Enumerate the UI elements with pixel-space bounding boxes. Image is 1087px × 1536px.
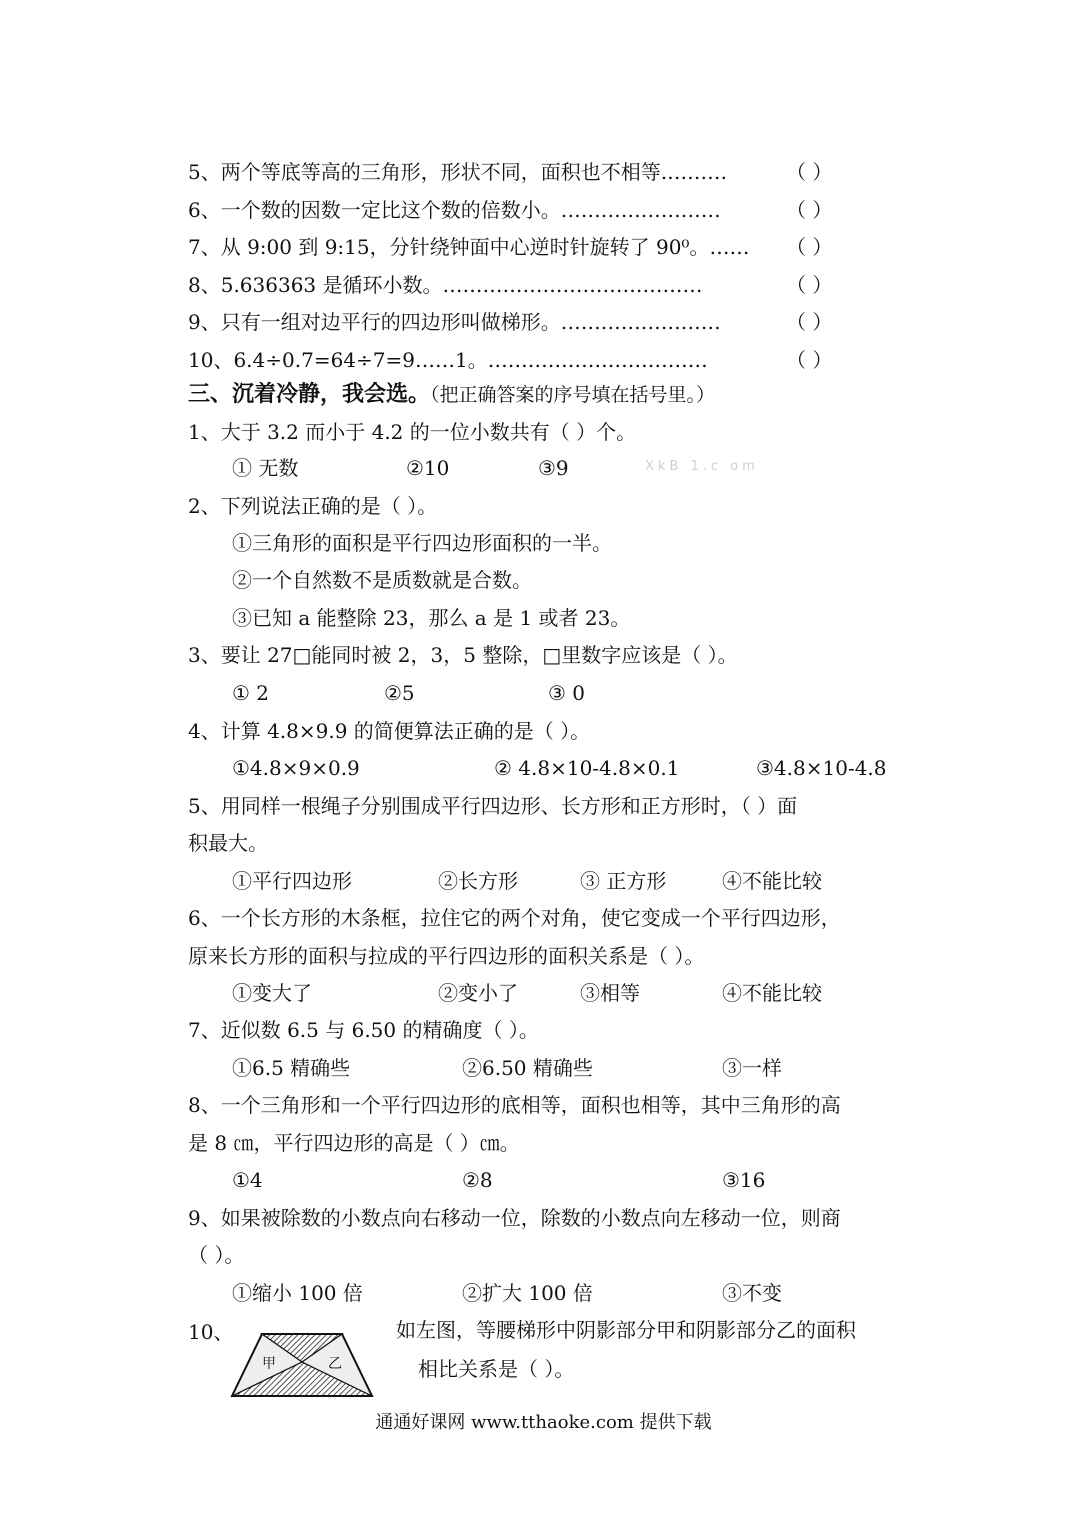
- option-q6-3[interactable]: ③相等: [580, 981, 640, 1005]
- judge-text: 7、从 9:00 到 9:15，分针绕钟面中心逆时针旋转了 90⁰。……: [188, 235, 750, 259]
- question-10-line-1: 如左图，等腰梯形中阴影部分甲和阴影部分乙的面积: [396, 1318, 856, 1342]
- question-5-line-2: 积最大。: [188, 831, 268, 855]
- question-8-line-2: 是 8 ㎝，平行四边形的高是（ ）㎝。: [188, 1131, 520, 1155]
- question-6-line-2: 原来长方形的面积与拉成的平行四边形的面积关系是（ ）。: [188, 944, 705, 968]
- option-q8-2[interactable]: ②8: [462, 1168, 493, 1192]
- option-q3-1[interactable]: ① 2: [232, 681, 270, 705]
- question-2: 2、下列说法正确的是（ ）。: [188, 494, 438, 518]
- option-q1-3[interactable]: ③9: [538, 456, 569, 480]
- option-q2-3[interactable]: ③已知 a 能整除 23，那么 a 是 1 或者 23。: [232, 606, 631, 630]
- answer-paren[interactable]: （ ）: [786, 160, 833, 184]
- question-4: 4、计算 4.8×9.9 的简便算法正确的是（ ）。: [188, 719, 591, 743]
- footer-text: 通通好课网 www.tthaoke.com 提供下载: [375, 1412, 712, 1433]
- option-q9-3[interactable]: ③不变: [722, 1281, 782, 1305]
- question-6-line-1: 6、一个长方形的木条框，拉住它的两个对角，使它变成一个平行四边形，: [188, 906, 841, 930]
- option-q6-4[interactable]: ④不能比较: [722, 981, 822, 1005]
- option-q4-1[interactable]: ①4.8×9×0.9: [232, 756, 360, 780]
- question-9-line-2: （ ）。: [188, 1243, 245, 1267]
- question-10-number: 10、: [188, 1320, 234, 1344]
- question-3: 3、要让 27□能同时被 2，3，5 整除，□里数字应该是（ ）。: [188, 643, 738, 667]
- judge-text: 9、只有一组对边平行的四边形叫做梯形。……………………: [188, 310, 721, 334]
- answer-paren[interactable]: （ ）: [786, 348, 833, 372]
- option-q1-2[interactable]: ②10: [406, 456, 450, 480]
- answer-paren[interactable]: （ ）: [786, 235, 833, 259]
- option-q2-1[interactable]: ①三角形的面积是平行四边形面积的一半。: [232, 531, 612, 555]
- option-q6-2[interactable]: ②变小了: [438, 981, 518, 1005]
- option-q5-2[interactable]: ②长方形: [438, 869, 518, 893]
- section-heading: [188, 379, 715, 410]
- option-q8-1[interactable]: ①4: [232, 1168, 263, 1192]
- section-note: （把正确答案的序号填在括号里。）: [430, 384, 716, 406]
- answer-paren[interactable]: （ ）: [786, 198, 833, 222]
- section-title: 三、沉着冷静，我会选。: [188, 382, 431, 407]
- option-q4-3[interactable]: ③4.8×10-4.8: [756, 756, 887, 780]
- watermark-text: XkB 1.c om: [645, 459, 759, 474]
- question-9-line-1: 9、如果被除数的小数点向右移动一位，除数的小数点向左移动一位，则商: [188, 1206, 841, 1230]
- option-q3-2[interactable]: ②5: [384, 681, 415, 705]
- option-q4-2[interactable]: ② 4.8×10-4.8×0.1: [494, 756, 680, 780]
- option-q9-1[interactable]: ①缩小 100 倍: [232, 1281, 363, 1305]
- answer-paren[interactable]: （ ）: [786, 273, 833, 297]
- option-q7-2[interactable]: ②6.50 精确些: [462, 1056, 593, 1080]
- question-10-line-2: 相比关系是（ ）。: [418, 1357, 575, 1381]
- judge-text: 5、两个等底等高的三角形，形状不同，面积也不相等.………: [188, 160, 728, 184]
- option-q5-4[interactable]: ④不能比较: [722, 869, 822, 893]
- option-q2-2[interactable]: ②一个自然数不是质数就是合数。: [232, 568, 532, 592]
- option-q7-1[interactable]: ①6.5 精确些: [232, 1056, 351, 1080]
- label-jia: 甲: [262, 1356, 276, 1372]
- option-q5-1[interactable]: ①平行四边形: [232, 869, 352, 893]
- option-q6-1[interactable]: ①变大了: [232, 981, 312, 1005]
- option-q1-1[interactable]: ① 无数: [232, 456, 299, 480]
- question-8-line-1: 8、一个三角形和一个平行四边形的底相等，面积也相等，其中三角形的高: [188, 1093, 841, 1117]
- option-q7-3[interactable]: ③一样: [722, 1056, 782, 1080]
- judge-text: 6、一个数的因数一定比这个数的倍数小。……………………: [188, 198, 721, 222]
- judge-text: 10、6.4÷0.7=64÷7=9……1。……………………………: [188, 348, 708, 372]
- option-q5-3[interactable]: ③ 正方形: [580, 869, 667, 893]
- judge-text: 8、5.636363 是循环小数。…………………………………: [188, 273, 703, 297]
- question-5-line-1: 5、用同样一根绳子分别围成平行四边形、长方形和正方形时，（ ）面: [188, 794, 798, 818]
- label-yi: 乙: [328, 1356, 342, 1372]
- question-1: 1、大于 3.2 而小于 4.2 的一位小数共有（ ）个。: [188, 420, 637, 444]
- answer-paren[interactable]: （ ）: [786, 310, 833, 334]
- option-q3-3[interactable]: ③ 0: [548, 681, 586, 705]
- question-7: 7、近似数 6.5 与 6.50 的精确度（ ）。: [188, 1018, 539, 1042]
- option-q8-3[interactable]: ③16: [722, 1168, 766, 1192]
- option-q9-2[interactable]: ②扩大 100 倍: [462, 1281, 593, 1305]
- trapezoid-figure: [222, 1314, 382, 1404]
